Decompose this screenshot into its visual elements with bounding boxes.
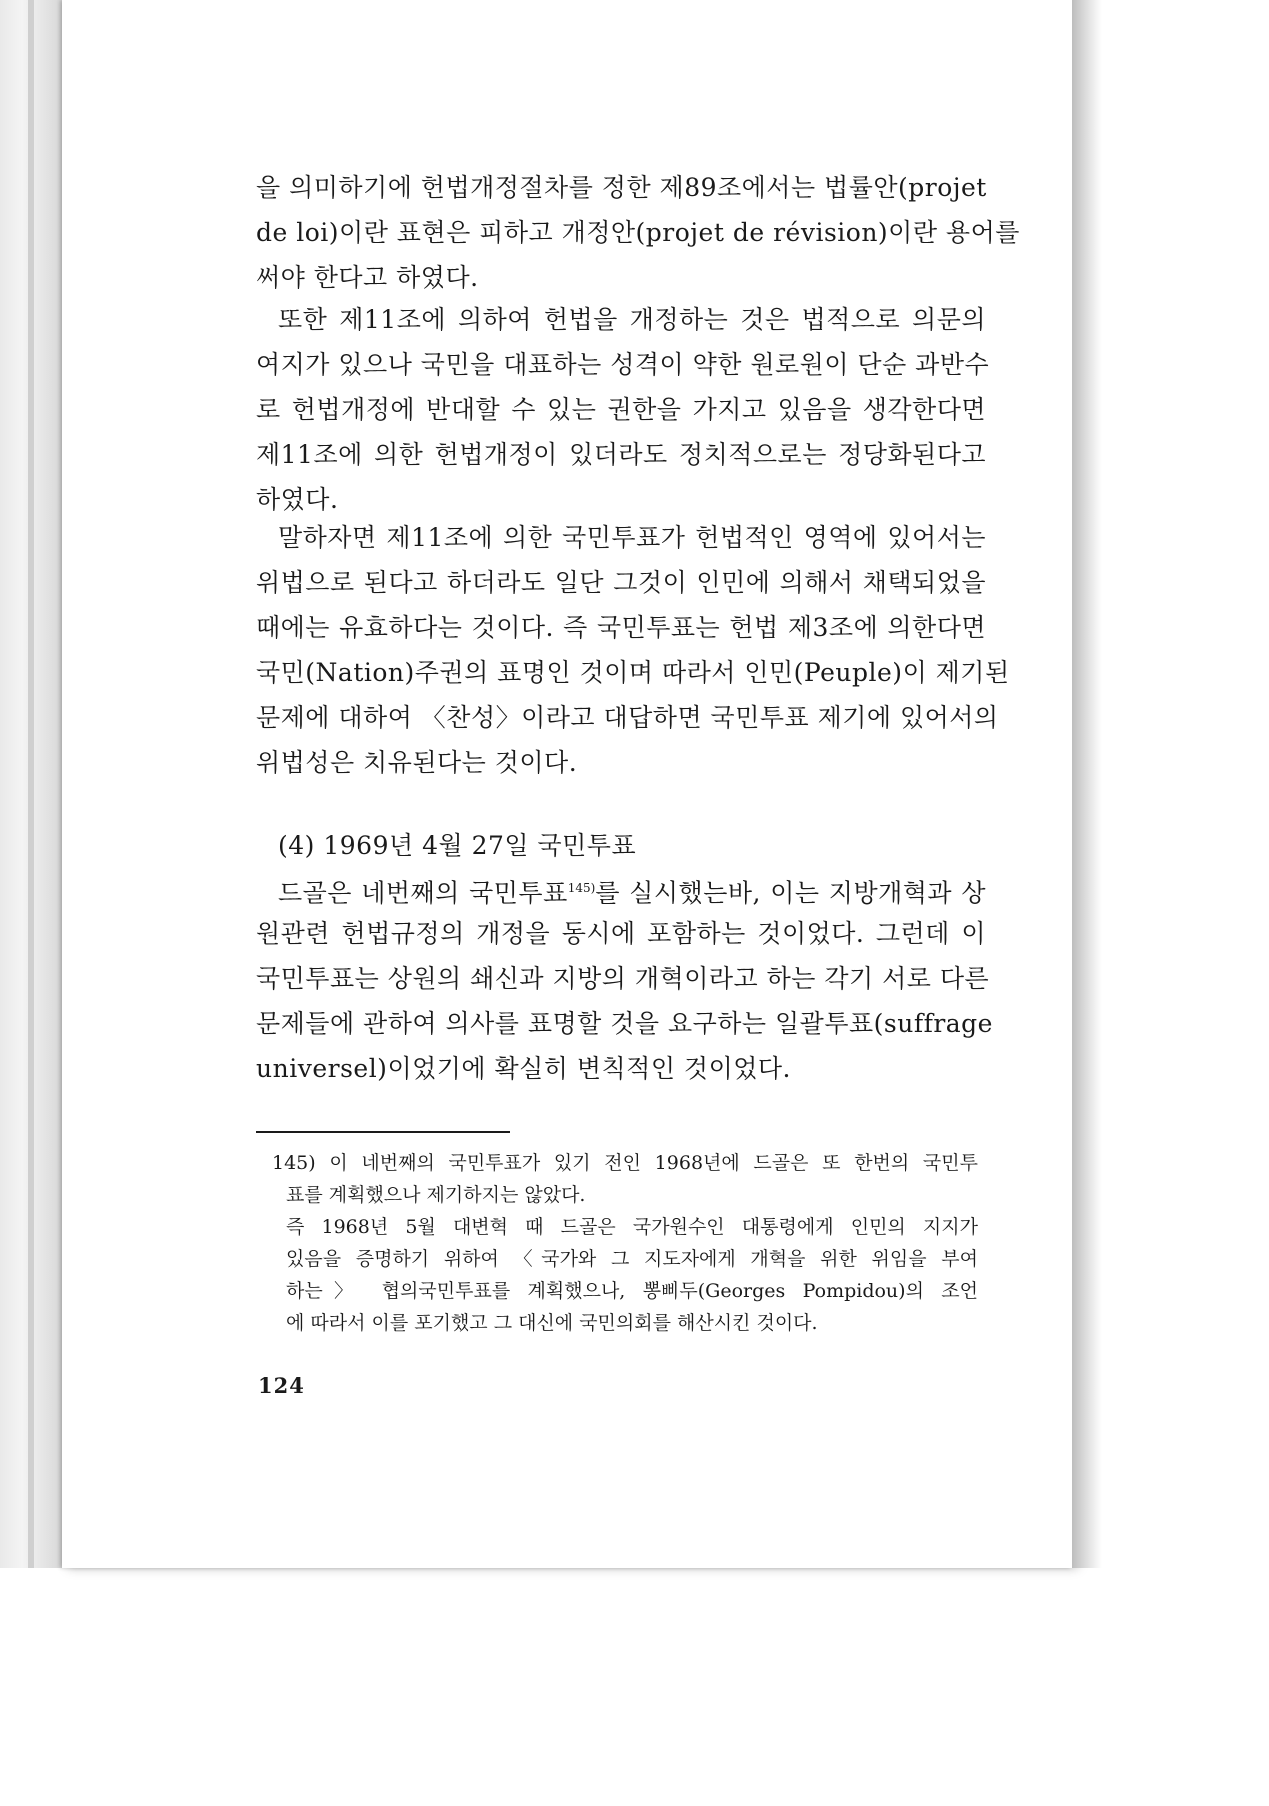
text-line: 말하자면 제11조에 의한 국민투표가 헌법적인 영역에 있어서는: [278, 523, 986, 552]
text-line: 여지가 있으나 국민을 대표하는 성격이 약한 원로원이 단순 과반수: [256, 350, 990, 379]
text-line: 제11조에 의한 헌법개정이 있더라도 정치적으로는 정당화된다고: [256, 440, 986, 469]
footnote-line: 하는〉 협의국민투표를 계획했으나, 뽕삐두(Georges Pompidou)의 조언: [286, 1280, 978, 1302]
paragraph-2: [256, 297, 990, 522]
text-line: 써야 한다고 하였다.: [256, 263, 479, 292]
footnote-divider: [256, 1131, 510, 1133]
text-line: 문제에 대하여 〈찬성〉이라고 대답하면 국민투표 제기에 있어서의: [256, 703, 999, 732]
footnote-line: 즉 1968년 5월 대변혁 때 드골은 국가원수인 대통령에게 인민의 지지가: [286, 1216, 978, 1238]
footnote-line: 에 따라서 이를 포기했고 그 대신에 국민의회를 해산시킨 것이다.: [286, 1312, 818, 1334]
page-number: 124: [258, 1373, 305, 1398]
text-line: 로 헌법개정에 반대할 수 있는 권한을 가지고 있음을 생각한다면: [256, 395, 986, 424]
text-line: 위법으로 된다고 하더라도 일단 그것이 인민에 의해서 채택되었을: [256, 568, 986, 597]
text-line: 또한 제11조에 의하여 헌법을 개정하는 것은 법적으로 의문의: [278, 305, 986, 334]
paragraph-4: [256, 866, 993, 1091]
section-heading-text: (4) 1969년 4월 27일 국민투표: [278, 831, 637, 860]
footnote-line: 145) 이 네번째의 국민투표가 있기 전인 1968년에 드골은 또 한번의 국민투: [272, 1152, 978, 1174]
paragraph-1: [256, 165, 1020, 300]
footnote-reference: 145): [567, 881, 596, 895]
text-line: 때에는 유효하다는 것이다. 즉 국민투표는 헌법 제3조에 의한다면: [256, 613, 986, 642]
paragraph-3: [256, 515, 1010, 785]
footnote-145: [272, 1147, 978, 1339]
text-fragment: 드골은 네번째의 국민투표: [278, 878, 568, 908]
text-line: 문제들에 관하여 의사를 표명할 것을 요구하는 일괄투표(suffrage: [256, 1009, 993, 1038]
text-line: 국민(Nation)주권의 표명인 것이며 따라서 인민(Peuple)이 제기된: [256, 658, 1010, 687]
book-edge: [0, 0, 62, 1568]
text-line: 위법성은 치유된다는 것이다.: [256, 748, 578, 777]
section-heading: [256, 823, 986, 868]
text-line: 을 의미하기에 헌법개정절차를 정한 제89조에서는 법률안(projet: [256, 173, 987, 202]
footnote-line: 있음을 증명하기 위하여 〈국가와 그 지도자에게 개혁을 위한 위임을 부여: [286, 1248, 978, 1270]
text-line: de loi)이란 표현은 피하고 개정안(projet de révision)이란 용어를: [256, 218, 1020, 247]
text-line: 원관련 헌법규정의 개정을 동시에 포함하는 것이었다. 그런데 이: [256, 919, 986, 948]
text-line: [256, 866, 986, 911]
text-line: universel)이었기에 확실히 변칙적인 것이었다.: [256, 1054, 791, 1083]
text-fragment: 를 실시했는바, 이는 지방개혁과 상: [595, 878, 986, 908]
text-line: 하였다.: [256, 485, 339, 514]
page-shadow: [1072, 0, 1102, 1568]
text-line: 국민투표는 상원의 쇄신과 지방의 개혁이라고 하는 각기 서로 다른: [256, 964, 990, 993]
footnote-line: 표를 계획했으나 제기하지는 않았다.: [286, 1184, 586, 1206]
